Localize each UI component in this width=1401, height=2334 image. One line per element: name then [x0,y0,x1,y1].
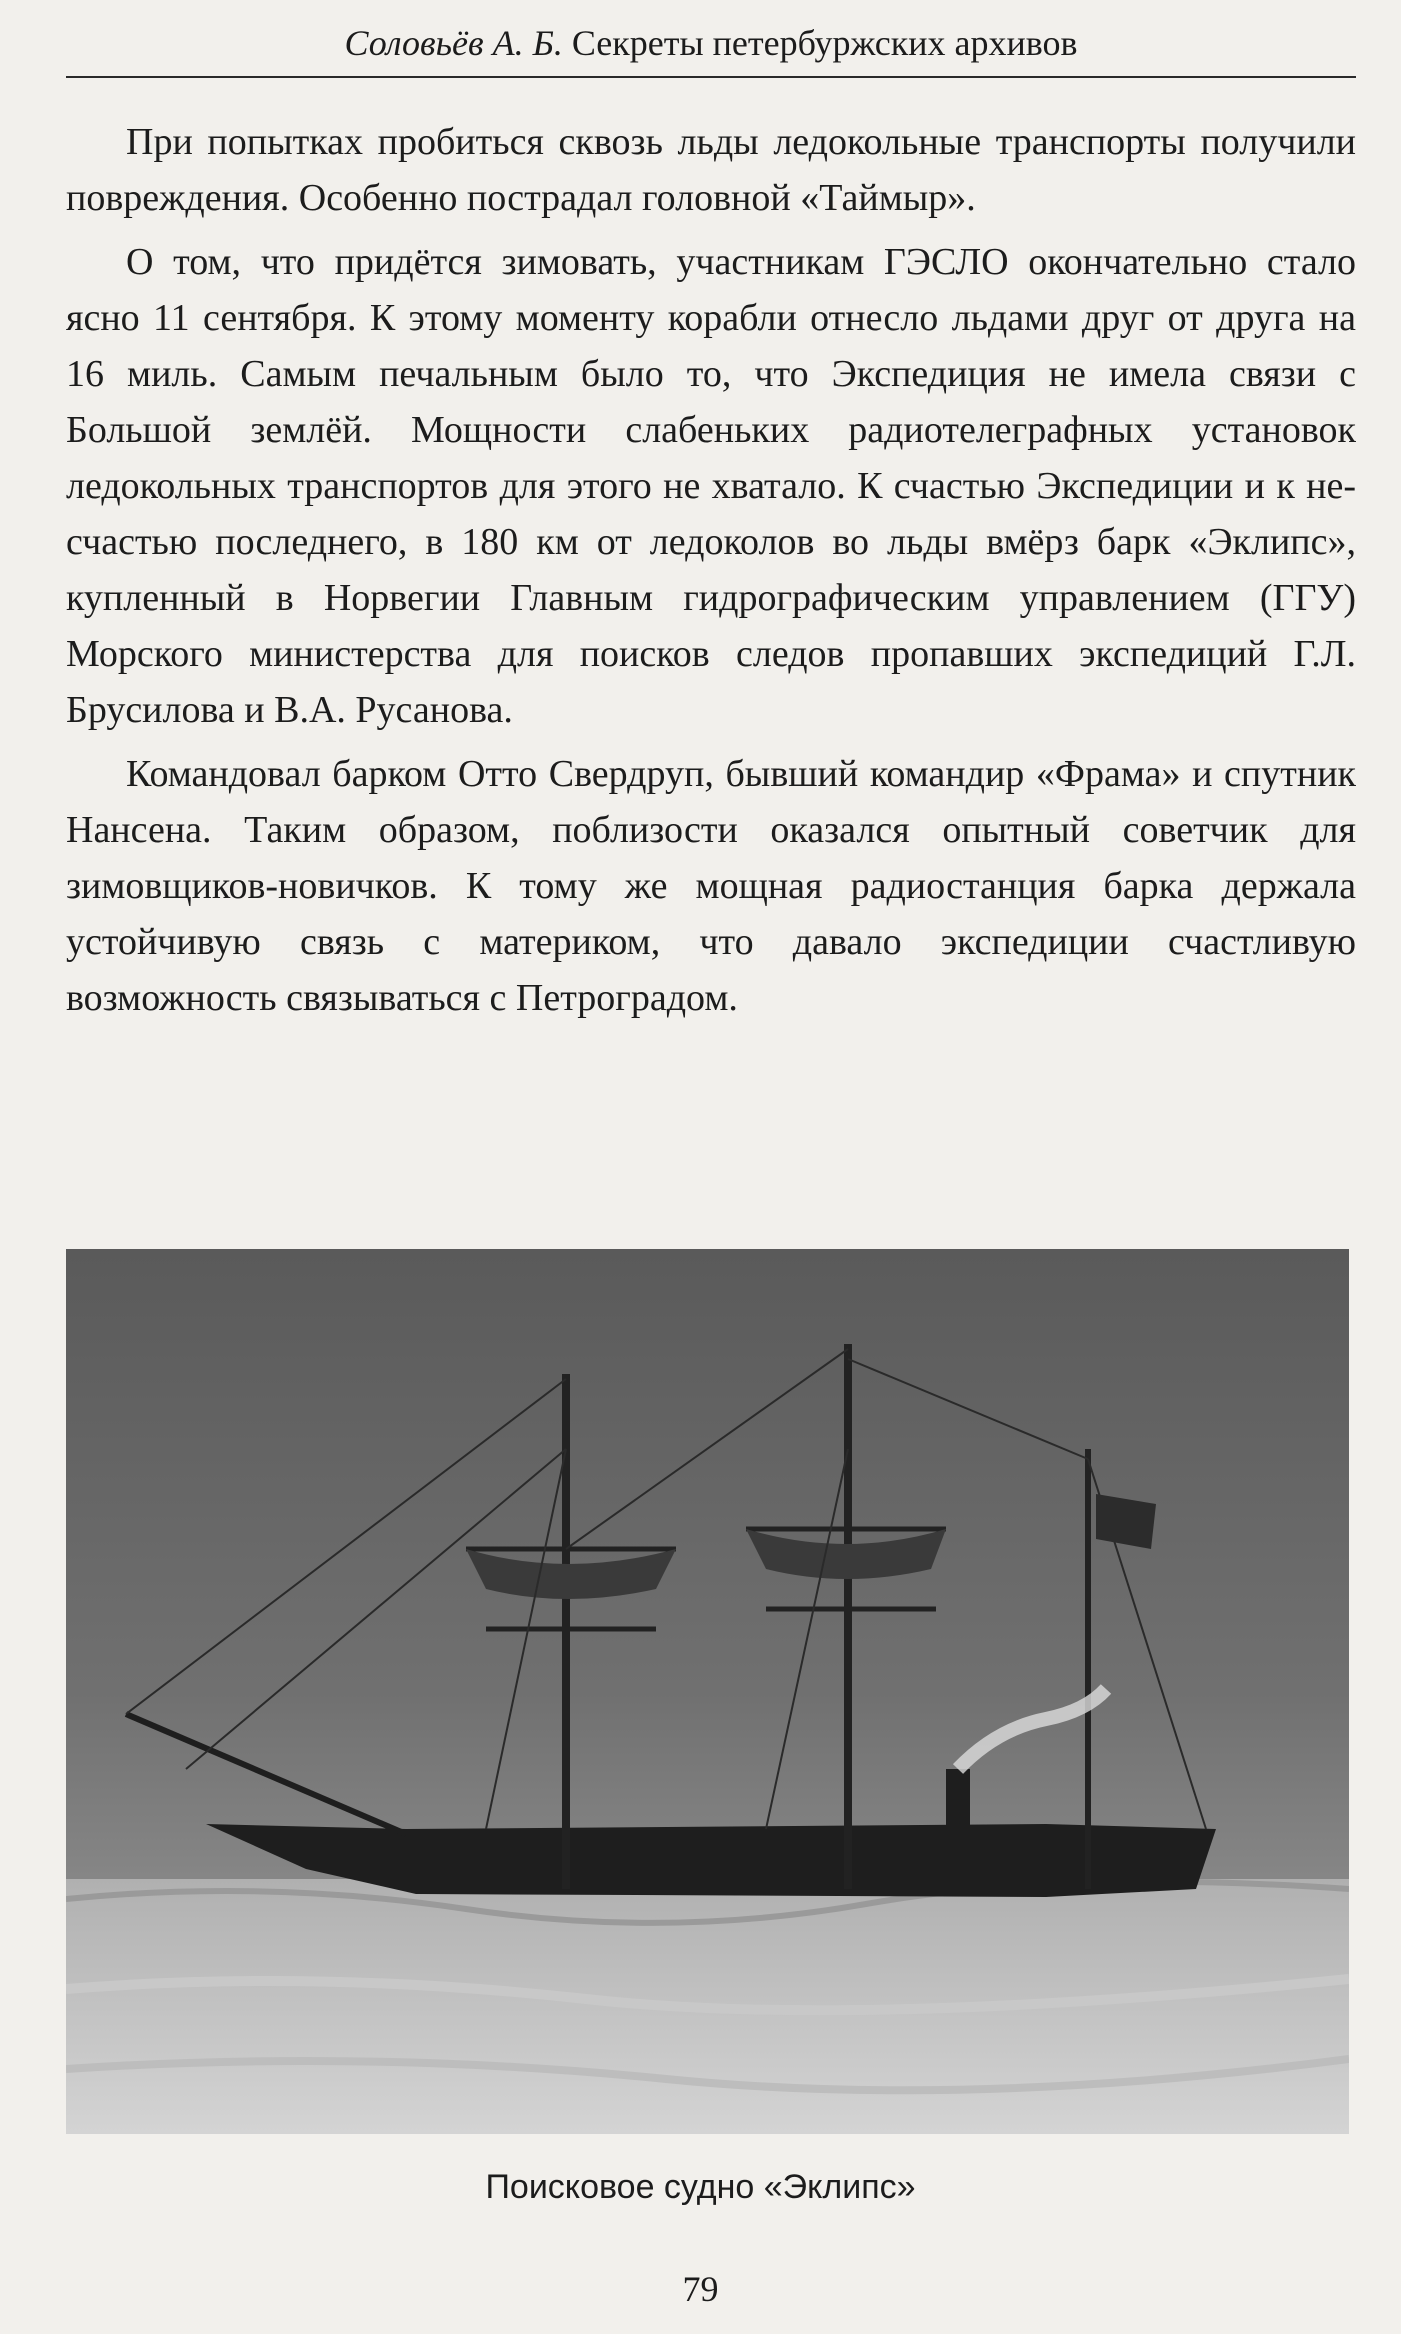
header-rule [66,76,1356,78]
paragraph: О том, что придётся зимовать, участникам ГЭСЛО окончательно стало ясно 11 сентября. К этому моменту корабли отнесло льдами друг от друга на 16 миль. Самым печальным было то, что Экспедиция не имела связи с Большой землёй. Мощности слабеньких радиотелеграфных установок ледокольных транспортов для этого не хватало. К счастью Экспедиции и к несчастью последнего, в 180 км от ледоколов во льды вмёрз барк «Эклипс», купленный в Норвегии Главным гидрографическим управлением (ГГУ) Морского министерства для поисков следов пропавших экспедиций Г.Л. Брусилова и В.А. Русанова. [66,241,1356,731]
body-text [66,114,1356,1034]
paragraph: Командовал барком Отто Свердруп, бывший командир «Фрама» и спутник Нансена. Таким образом, поблизости оказался опытный советчик для зимовщиков-новичков. К тому же мощная радиостанция барка держала устойчивую связь с материком, что давало экспедиции счастливую возможность связываться с Петроградом. [66,753,1356,1019]
running-header [66,10,1356,76]
ship-photo [66,1249,1349,2134]
header-author: Соловьёв А. Б. [344,23,563,63]
page-number: 79 [682,2269,719,2309]
header-title: Секреты петербуржских архивов [571,23,1078,63]
paragraph: При попытках пробиться сквозь льды ледокольные транспорты получили повреждения. Особенно пострадал головной «Таймыр». [66,121,1356,219]
figure-caption: Поисковое судно «Эклипс» [485,2168,916,2206]
